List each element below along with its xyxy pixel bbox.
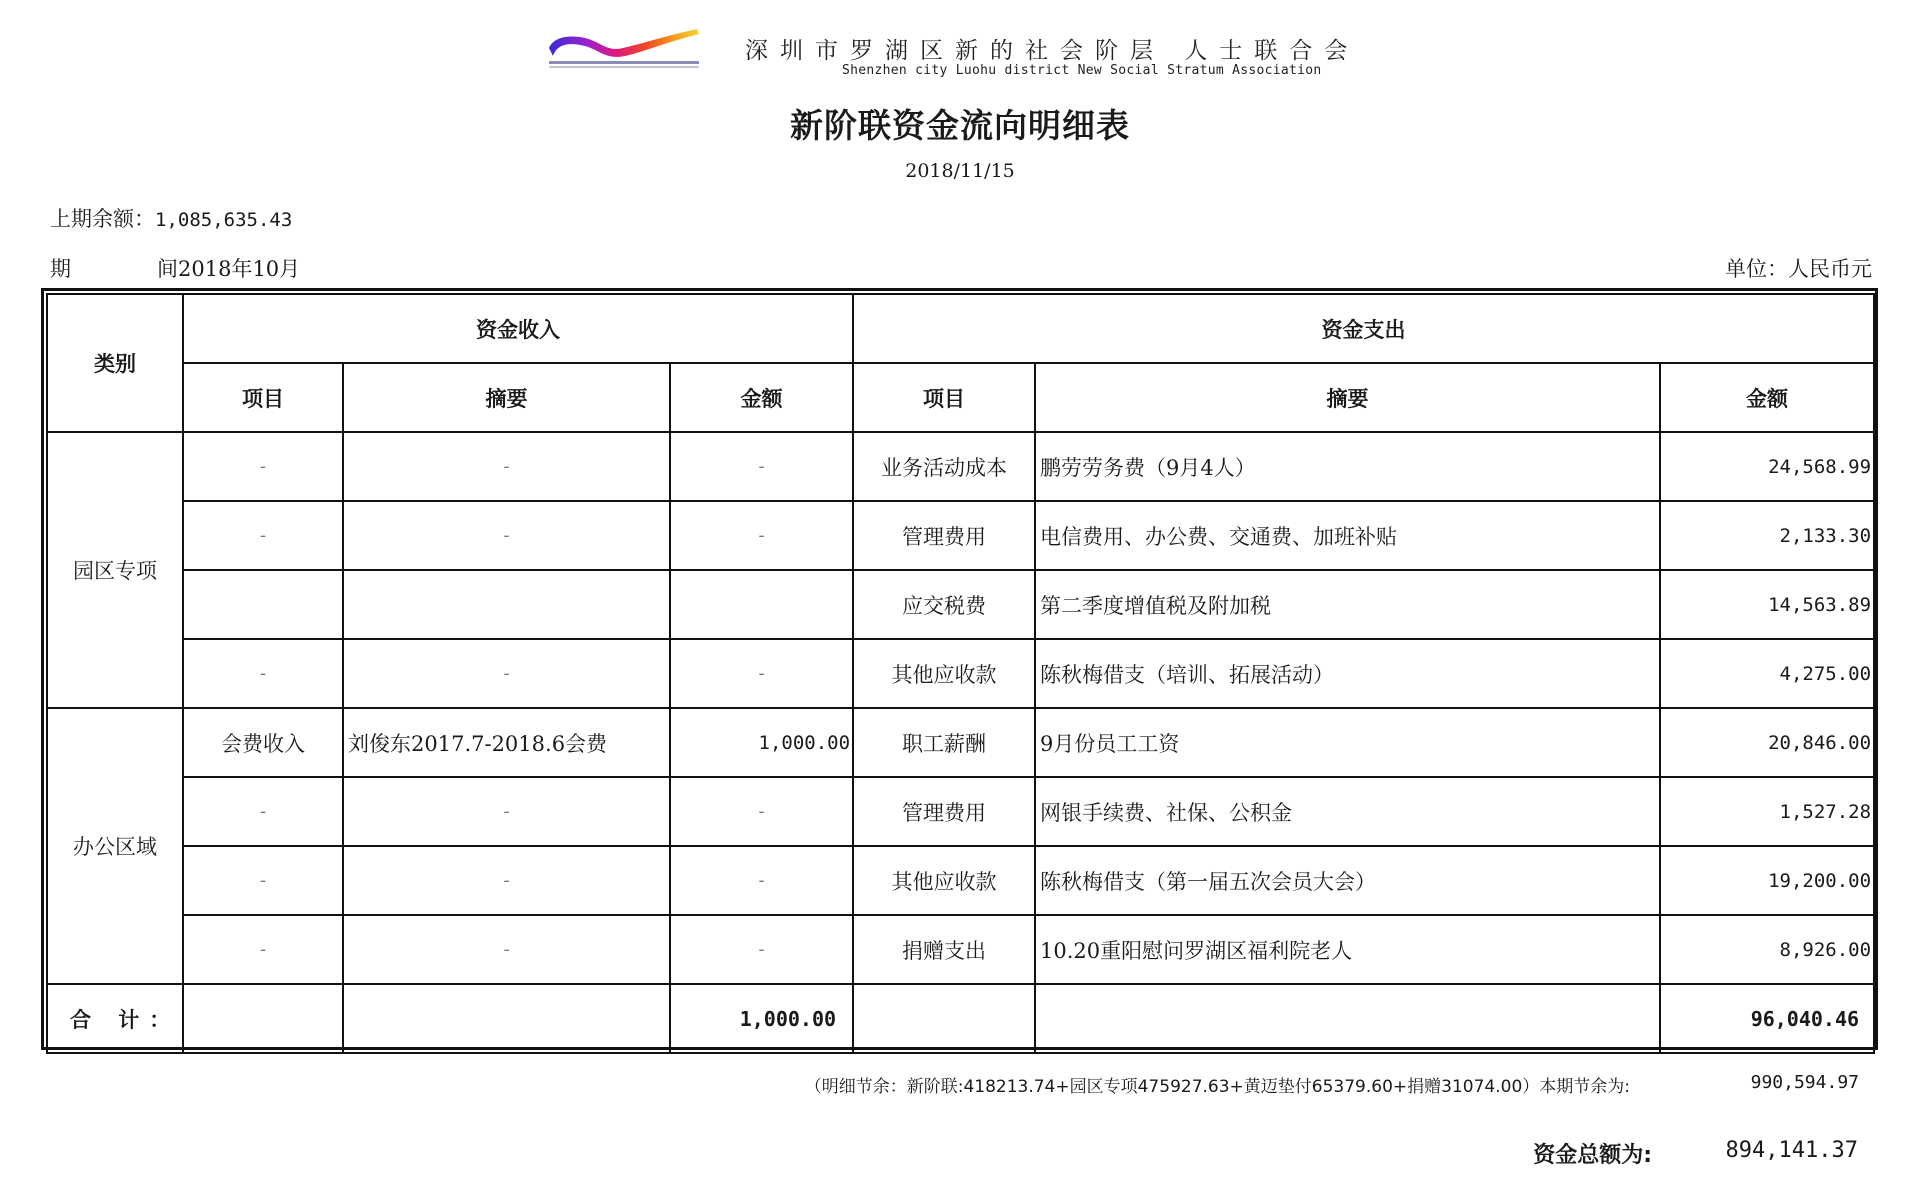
total-row — [47, 984, 1874, 1053]
table-row — [47, 846, 1874, 915]
header-expense-group: 资金支出 — [853, 294, 1874, 363]
expense-item: 其他应收款 — [853, 639, 1035, 708]
expense-summary: 电信费用、办公费、交通费、加班补贴 — [1035, 501, 1660, 570]
fund-total-value: 894,141.37 — [1725, 1138, 1858, 1163]
total-empty-cell — [183, 984, 343, 1053]
table-row — [47, 501, 1874, 570]
header-expense-item: 项目 — [853, 363, 1035, 432]
expense-item: 业务活动成本 — [853, 432, 1035, 501]
previous-balance — [50, 203, 292, 233]
income-item: - — [183, 846, 343, 915]
org-name-en: Shenzhen city Luohu district New Social Stratum Association — [842, 63, 1322, 78]
total-income-amount: 1,000.00 — [670, 984, 853, 1053]
previous-balance-value: 1,085,635.43 — [155, 209, 293, 231]
income-item: 会费收入 — [183, 708, 343, 777]
expense-amount: 19,200.00 — [1660, 846, 1874, 915]
org-name-cn: 深圳市罗湖区新的社会阶层 人士联合会 — [745, 38, 1360, 64]
table-row — [47, 432, 1874, 501]
ribbon-logo-icon — [545, 26, 701, 70]
income-item: - — [183, 501, 343, 570]
expense-amount: 1,527.28 — [1660, 777, 1874, 846]
table-row — [47, 777, 1874, 846]
total-label: 合 计： — [47, 984, 183, 1053]
income-item: - — [183, 915, 343, 984]
report-date: 2018/11/15 — [905, 160, 1015, 182]
header-category: 类别 — [47, 294, 183, 432]
category-cell: 园区专项 — [47, 432, 183, 708]
period-balance-value: 990,594.97 — [1750, 1072, 1859, 1093]
expense-summary: 10.20重阳慰问罗湖区福利院老人 — [1035, 915, 1660, 984]
expense-summary: 9月份员工工资 — [1035, 708, 1660, 777]
income-summary — [343, 570, 670, 639]
header-income-group: 资金收入 — [183, 294, 853, 363]
expense-summary: 第二季度增值税及附加税 — [1035, 570, 1660, 639]
category-cell: 办公区域 — [47, 708, 183, 984]
expense-summary: 陈秋梅借支（培训、拓展活动） — [1035, 639, 1660, 708]
income-amount: - — [670, 915, 853, 984]
income-item: - — [183, 777, 343, 846]
table-row — [47, 708, 1874, 777]
page-title: 新阶联资金流向明细表 — [790, 106, 1130, 145]
income-summary: 刘俊东2017.7-2018.6会费 — [343, 708, 670, 777]
expense-item: 管理费用 — [853, 501, 1035, 570]
income-amount: 1,000.00 — [670, 708, 853, 777]
income-summary: - — [343, 915, 670, 984]
income-amount: - — [670, 501, 853, 570]
header-income-summary: 摘要 — [343, 363, 670, 432]
expense-summary: 陈秋梅借支（第一届五次会员大会） — [1035, 846, 1660, 915]
expense-item: 管理费用 — [853, 777, 1035, 846]
income-summary: - — [343, 846, 670, 915]
income-summary: - — [343, 501, 670, 570]
expense-item: 职工薪酬 — [853, 708, 1035, 777]
expense-amount: 14,563.89 — [1660, 570, 1874, 639]
header-expense-summary: 摘要 — [1035, 363, 1660, 432]
total-empty-cell — [1035, 984, 1660, 1053]
previous-balance-label: 上期余额： — [50, 207, 155, 231]
header-row-columns — [47, 363, 1874, 432]
income-summary: - — [343, 777, 670, 846]
income-item: - — [183, 432, 343, 501]
total-empty-cell — [343, 984, 670, 1053]
income-summary: - — [343, 639, 670, 708]
income-amount: - — [670, 846, 853, 915]
detail-balance-note: （明细节余：新阶联:418213.74+园区专项475927.63+黄迈垫付65379.60+捐赠31074.00）本期节余为: — [804, 1077, 1630, 1097]
fund-flow-table — [41, 288, 1878, 1050]
expense-item: 捐赠支出 — [853, 915, 1035, 984]
header-expense-amount: 金额 — [1660, 363, 1874, 432]
income-amount: - — [670, 639, 853, 708]
income-item: - — [183, 639, 343, 708]
expense-summary: 鹏劳劳务费（9月4人） — [1035, 432, 1660, 501]
period-value: 2018年10月 — [178, 257, 301, 281]
income-summary: - — [343, 432, 670, 501]
expense-amount: 20,846.00 — [1660, 708, 1874, 777]
header-income-amount: 金额 — [670, 363, 853, 432]
currency-unit: 单位：人民币元 — [1725, 257, 1872, 281]
table-row — [47, 639, 1874, 708]
income-amount — [670, 570, 853, 639]
expense-item: 其他应收款 — [853, 846, 1035, 915]
period — [50, 253, 300, 283]
total-empty-cell — [853, 984, 1035, 1053]
header-income-item: 项目 — [183, 363, 343, 432]
income-amount: - — [670, 432, 853, 501]
header-row-group — [47, 294, 1874, 363]
expense-amount: 2,133.30 — [1660, 501, 1874, 570]
expense-summary: 网银手续费、社保、公积金 — [1035, 777, 1660, 846]
table-row — [47, 570, 1874, 639]
expense-amount: 8,926.00 — [1660, 915, 1874, 984]
expense-item: 应交税费 — [853, 570, 1035, 639]
period-label-2: 间 — [157, 257, 178, 281]
total-expense-amount: 96,040.46 — [1660, 984, 1874, 1053]
income-item — [183, 570, 343, 639]
expense-amount: 24,568.99 — [1660, 432, 1874, 501]
expense-amount: 4,275.00 — [1660, 639, 1874, 708]
income-amount: - — [670, 777, 853, 846]
period-label-1: 期 — [50, 257, 71, 281]
fund-total-label: 资金总额为: — [1533, 1143, 1652, 1168]
table-row — [47, 915, 1874, 984]
